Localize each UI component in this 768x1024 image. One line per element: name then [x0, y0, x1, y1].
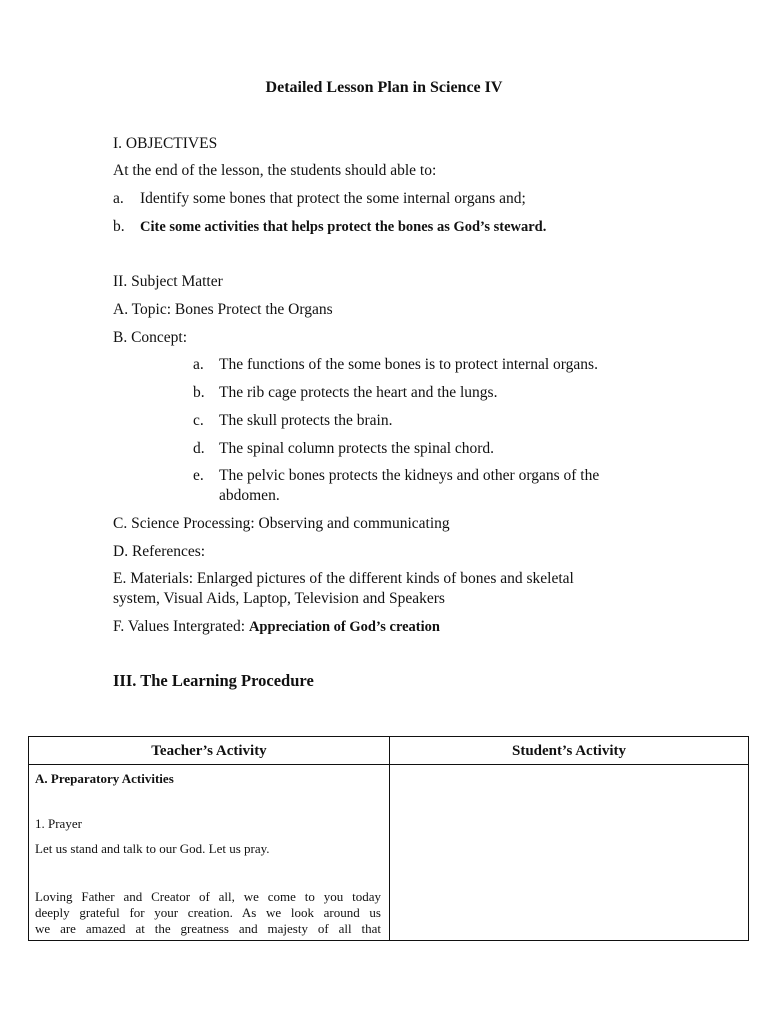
- concept-marker: d.: [193, 440, 205, 457]
- objective-marker: a.: [113, 190, 124, 207]
- science-processing: C. Science Processing: Observing and communicating: [113, 515, 450, 532]
- student-activity-cell: [390, 765, 749, 941]
- student-activity-header: Student’s Activity: [390, 737, 749, 765]
- concept-marker: b.: [193, 384, 205, 401]
- document-title: Detailed Lesson Plan in Science IV: [265, 79, 503, 96]
- section-label: A. Preparatory Activities: [35, 771, 174, 786]
- values-text: Appreciation of God’s creation: [248, 619, 440, 635]
- topic-line: A. Topic: Bones Protect the Organs: [113, 301, 333, 318]
- concept-item: The spinal column protects the spinal chord.: [219, 440, 495, 457]
- concept-item: The functions of the some bones is to protect internal organs.: [219, 356, 598, 373]
- concept-item: The skull protects the brain.: [219, 412, 393, 429]
- objectives-intro: At the end of the lesson, the students should able to:: [113, 162, 437, 179]
- materials-line: E. Materials: Enlarged pictures of the different kinds of bones and skeletal: [113, 570, 574, 587]
- prayer-intro: Let us stand and talk to our God. Let us pray.: [35, 841, 270, 856]
- concept-item-continuation: abdomen.: [219, 487, 280, 504]
- activity-table: [28, 736, 749, 941]
- teacher-activity-header: Teacher’s Activity: [29, 737, 390, 765]
- references: D. References:: [113, 543, 206, 560]
- objective-item: Identify some bones that protect the some internal organs and;: [140, 190, 526, 207]
- prayer-line: we are amazed at the greatness and majesty of all that: [35, 921, 381, 936]
- concept-item: The rib cage protects the heart and the lungs.: [219, 384, 498, 401]
- values-integrated: [113, 617, 440, 637]
- prayer-line: Loving Father and Creator of all, we come to you today: [35, 889, 381, 904]
- concept-marker: a.: [193, 356, 204, 373]
- table-header-row: [29, 737, 749, 765]
- concept-marker: c.: [193, 412, 204, 429]
- teacher-activity-cell: [29, 765, 390, 941]
- objectives-heading: I. OBJECTIVES: [113, 135, 218, 152]
- prayer-text: [35, 889, 381, 937]
- objective-item: Cite some activities that helps protect the bones as God’s steward.: [140, 219, 547, 235]
- procedure-heading: III. The Learning Procedure: [113, 671, 314, 690]
- prayer-label: 1. Prayer: [35, 816, 82, 831]
- concept-item: The pelvic bones protects the kidneys and other organs of the: [219, 467, 600, 484]
- concept-marker: e.: [193, 467, 204, 484]
- concept-label: B. Concept:: [113, 329, 188, 346]
- materials-line: system, Visual Aids, Laptop, Television and Speakers: [113, 590, 445, 607]
- prayer-line: deeply grateful for your creation. As we look around us: [35, 905, 381, 920]
- objective-marker: b.: [113, 218, 125, 235]
- values-label: F. Values Intergrated:: [113, 618, 249, 635]
- table-row: [29, 765, 749, 941]
- subject-matter-heading: II. Subject Matter: [113, 273, 223, 290]
